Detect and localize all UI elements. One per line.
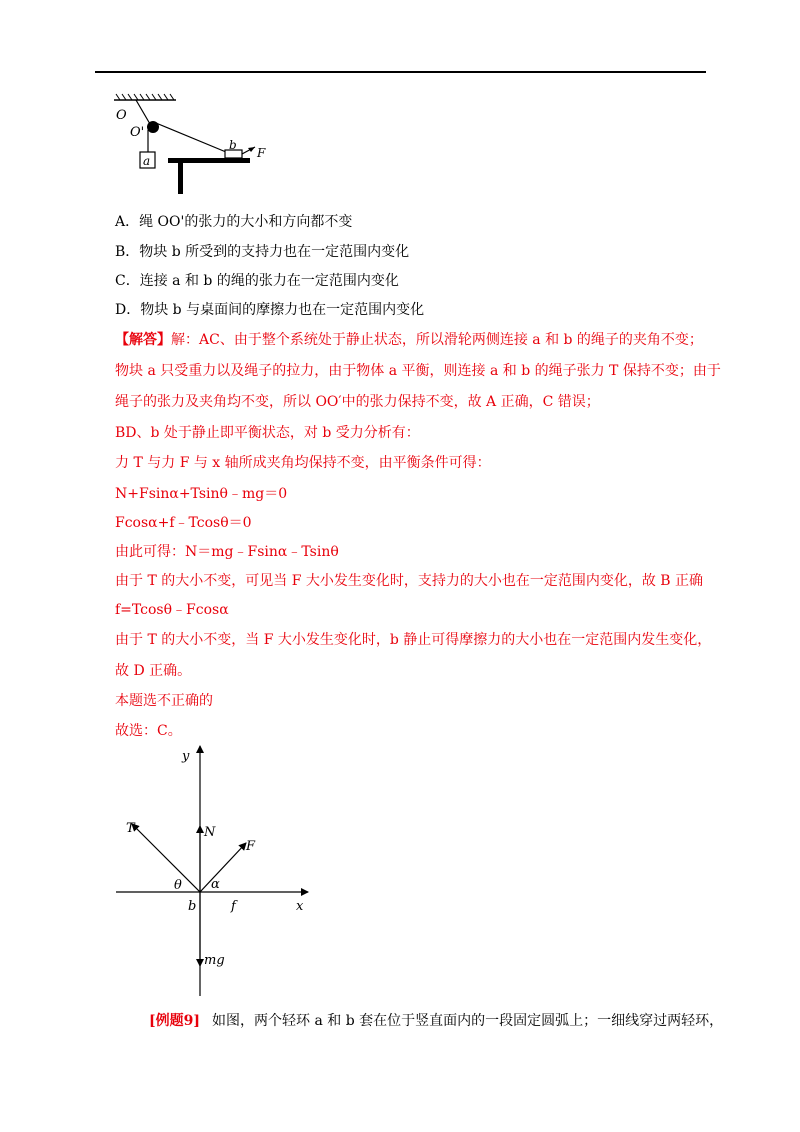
label-alpha: α xyxy=(211,877,220,892)
label-f: F xyxy=(257,146,266,160)
force-diagram xyxy=(110,740,330,1002)
label-a: a xyxy=(143,154,151,168)
answer-line-3: 绳子的张力及夹角均不变，所以 OO′中的张力保持不变，故 A 正确，C 错误； xyxy=(115,394,600,410)
label-t: T xyxy=(126,821,135,836)
answer-line-10: f=Tcosθ﹣Fcosα xyxy=(115,602,229,618)
label-b: b xyxy=(229,138,237,152)
example-9 xyxy=(149,1012,723,1030)
label-f-force: F xyxy=(246,839,256,854)
option-b: B．物块 b 所受到的支持力也在一定范围内变化 xyxy=(115,244,410,260)
example-text: 如图，两个轻环 a 和 b 套在位于竖直面内的一段固定圆弧上；一细线穿过两轻环， xyxy=(212,1013,724,1029)
pulley xyxy=(147,121,159,133)
answer-line-11: 由于 T 的大小不变，当 F 大小发生变化时，b 静止可得摩擦力的大小也在一定范围内发生变化， xyxy=(115,632,712,648)
label-mg: mg xyxy=(204,953,225,968)
option-a: A．绳 OO'的张力的大小和方向都不变 xyxy=(115,214,353,230)
label-o-prime: O' xyxy=(130,125,145,140)
rope-to-b xyxy=(156,123,226,152)
table-leg xyxy=(178,162,183,194)
label-n: N xyxy=(204,825,216,840)
label-b-origin: b xyxy=(188,899,197,914)
answer-text-1: 解：AC、由于整个系统处于静止状态，所以滑轮两侧连接 a 和 b 的绳子的夹角不变； xyxy=(171,332,703,348)
label-x: x xyxy=(296,899,304,914)
option-c: C．连接 a 和 b 的绳的张力在一定范围内变化 xyxy=(115,273,399,289)
answer-line-5: 力 T 与力 F 与 x 轴所成夹角均保持不变，由平衡条件可得： xyxy=(115,455,491,471)
label-y: y xyxy=(182,749,190,764)
answer-line-13: 本题选不正确的 xyxy=(115,693,213,709)
ceiling xyxy=(114,94,176,100)
answer-line-12: 故 D 正确。 xyxy=(115,663,192,679)
answer-line-14: 故选：C。 xyxy=(115,723,182,739)
answer-line-7: Fcosα+f﹣Tcosθ＝0 xyxy=(115,515,252,531)
answer-line-4: BD、b 处于静止即平衡状态，对 b 受力分析有： xyxy=(115,425,420,441)
answer-line-8: 由此可得：N＝mg﹣Fsinα﹣Tsinθ xyxy=(115,544,339,560)
force-t xyxy=(132,824,200,892)
label-o: O xyxy=(116,108,127,123)
answer-line-9: 由于 T 的大小不变，可见当 F 大小发生变化时，支持力的大小也在一定范围内变化，故 B 正确 xyxy=(115,573,704,589)
option-d: D．物块 b 与桌面间的摩擦力也在一定范围内变化 xyxy=(115,302,425,318)
label-theta: θ xyxy=(174,878,182,893)
answer-tag: 【解答】 xyxy=(115,332,171,348)
label-friction: f xyxy=(231,899,236,914)
answer-line-2: 物块 a 只受重力以及绳子的拉力，由于物体 a 平衡，则连接 a 和 b 的绳子张力 T 保持不变；由于 xyxy=(115,363,721,379)
rope-oo-prime xyxy=(136,100,150,124)
force-f xyxy=(200,843,246,892)
answer-line-6: N+Fsinα+Tsinθ﹣mg＝0 xyxy=(115,486,288,502)
example-tag: [例题9] xyxy=(149,1013,200,1029)
answer-line-1 xyxy=(115,331,703,349)
header-rule xyxy=(95,71,706,73)
pulley-figure xyxy=(108,90,278,200)
